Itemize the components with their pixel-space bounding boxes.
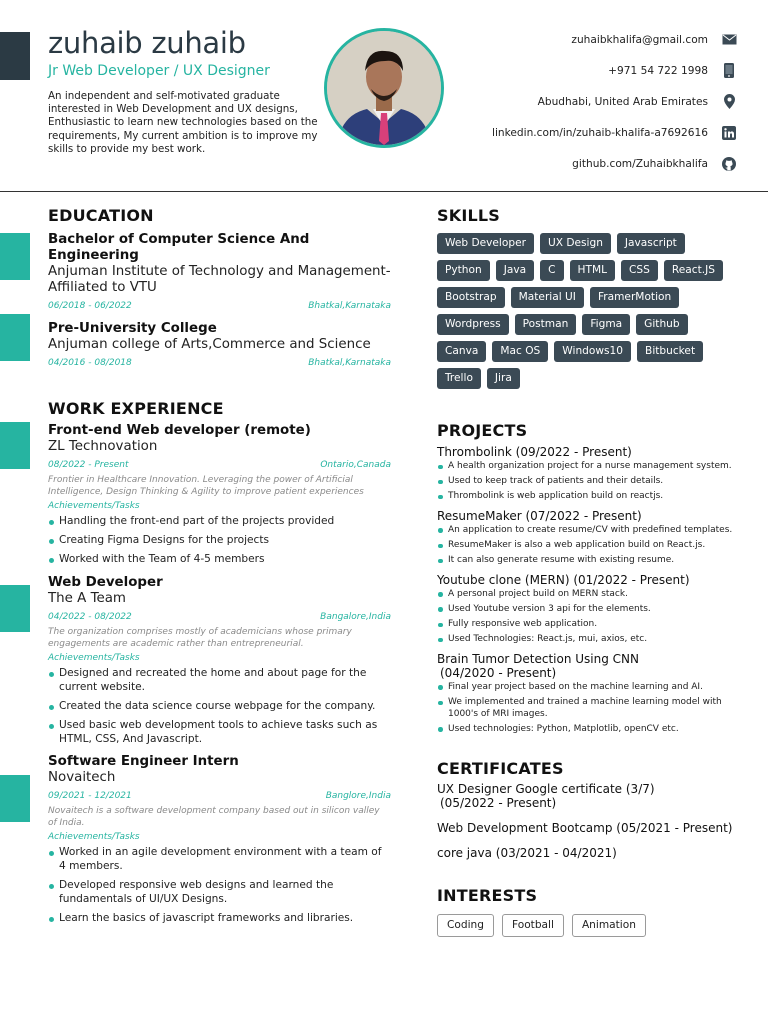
phone-icon	[720, 62, 738, 80]
contact-linkedin-text[interactable]: linkedin.com/in/zuhaib-khalifa-a7692616	[492, 126, 708, 139]
project-title: ResumeMaker (07/2022 - Present)	[437, 508, 642, 523]
contact-linkedin[interactable]	[418, 117, 738, 148]
project-title: Youtube clone (MERN) (01/2022 - Present)	[437, 572, 690, 587]
work-accent-bar-3	[0, 775, 30, 822]
work-heading: WORK EXPERIENCE	[48, 399, 224, 418]
work-company: Novaitech	[48, 770, 116, 786]
work-task: Created the data science course webpage for the company.	[48, 700, 391, 714]
project-points	[437, 525, 737, 567]
work-task-list	[48, 515, 391, 567]
interest-tag: Coding	[437, 914, 494, 937]
work-role: Software Engineer Intern	[48, 754, 239, 770]
education-school: Anjuman college of Arts,Commerce and Science	[48, 337, 371, 352]
work-meta	[48, 612, 391, 622]
work-accent-bar-1	[0, 422, 30, 469]
skill-tag: Material UI	[511, 287, 584, 308]
project-title: Thrombolink (09/2022 - Present)	[437, 445, 632, 459]
work-task: Designed and recreated the home and about page for the current website.	[48, 667, 391, 694]
work-company: ZL Technovation	[48, 439, 158, 454]
contact-github-text[interactable]: github.com/Zuhaibkhalifa	[572, 157, 708, 170]
skill-tag: Jira	[487, 368, 520, 389]
skill-tag: Python	[437, 260, 490, 281]
work-accent-bar-2	[0, 585, 30, 632]
contact-phone-text[interactable]: +971 54 722 1998	[608, 64, 708, 77]
education-heading: EDUCATION	[48, 206, 154, 225]
resume-name: zuhaib zuhaib	[48, 26, 246, 60]
project-point: Used technologies: Python, Matplotlib, openCV etc.	[437, 724, 737, 736]
project-entry	[437, 445, 737, 503]
resume-summary: An independent and self-motivated graduate interested in Web Development and UX designs, Enthusiastic to learn new technologies based on the requirements, My current ambition is to improve my skills to provide my best work.	[48, 90, 318, 155]
project-point: A health organization project for a nurse management system.	[437, 461, 737, 473]
work-achievements-label: Achievements/Tasks	[48, 652, 140, 663]
work-meta	[48, 791, 391, 801]
linkedin-icon	[720, 124, 738, 142]
project-points	[437, 461, 737, 503]
project-dates: (04/2020 - Present)	[440, 665, 557, 680]
mail-icon	[720, 31, 738, 49]
education-meta	[48, 301, 391, 311]
project-point: Fully responsive web application.	[437, 619, 737, 631]
project-entry	[437, 573, 737, 646]
project-points	[437, 589, 737, 646]
work-description: Frontier in Healthcare Innovation. Leveraging the power of Artificial Intelligence, Design Thinking & Agility to improve patient experiences	[48, 475, 364, 497]
skill-tag: Canva	[437, 341, 486, 362]
project-point: It can also generate resume with existing resume.	[437, 555, 737, 567]
work-role: Front-end Web developer (remote)	[48, 423, 311, 438]
work-achievements-label: Achievements/Tasks	[48, 832, 140, 843]
project-title: Brain Tumor Detection Using CNN	[437, 651, 640, 666]
work-entry	[48, 753, 391, 925]
contact-location-text[interactable]: Abudhabi, United Arab Emirates	[537, 95, 708, 108]
work-company: The A Team	[48, 590, 126, 606]
github-icon	[720, 155, 738, 173]
interests-tag-list	[437, 914, 737, 937]
header-divider	[0, 191, 768, 192]
skill-tag: React.JS	[664, 260, 723, 281]
project-point: Used Youtube version 3 api for the elements.	[437, 604, 737, 616]
education-place: Bhatkal,Karnataka	[308, 358, 391, 368]
project-entry	[437, 509, 737, 567]
skill-tag: Mac OS	[492, 341, 548, 362]
right-column	[437, 206, 737, 937]
work-achievements-label: Achievements/Tasks	[48, 501, 140, 511]
skill-tag: CSS	[621, 260, 658, 281]
contact-email-text[interactable]: zuhaibkhalifa@gmail.com	[571, 33, 708, 46]
work-description: The organization comprises mostly of academicians whose primary engagements are academic rather than entrepreneurial.	[48, 626, 352, 649]
education-entry	[48, 321, 391, 368]
project-points	[437, 682, 737, 735]
header-accent-bar	[0, 32, 30, 80]
project-point: A personal project build on MERN stack.	[437, 589, 737, 601]
edu-accent-bar-2	[0, 314, 30, 361]
location-pin-icon	[720, 93, 738, 111]
work-entry	[48, 422, 391, 567]
project-point: We implemented and trained a machine learning model with 1000's of MRI images.	[437, 697, 737, 720]
contact-github[interactable]	[418, 148, 738, 179]
skill-tag: Bootstrap	[437, 287, 505, 308]
work-task: Creating Figma Designs for the projects	[48, 534, 391, 548]
work-role: Web Developer	[48, 574, 163, 590]
project-point: An application to create resume/CV with predefined templates.	[437, 525, 737, 537]
skill-tag: Github	[636, 314, 687, 335]
project-point: ResumeMaker is also a web application build on React.js.	[437, 540, 737, 552]
education-meta	[48, 358, 391, 368]
skill-tag: C	[540, 260, 563, 281]
work-place: Bangalore,India	[320, 611, 391, 622]
interest-tag: Football	[502, 914, 564, 937]
skill-tag: UX Design	[540, 233, 611, 254]
work-task-list	[48, 846, 391, 925]
interest-tag: Animation	[572, 914, 646, 937]
project-point: Final year project based on the machine learning and AI.	[437, 682, 737, 694]
contact-email[interactable]	[418, 24, 738, 55]
certificate-entry	[437, 782, 737, 810]
education-degree: Pre-University College	[48, 321, 217, 336]
project-point: Used to keep track of patients and their details.	[437, 476, 737, 488]
skill-tag: Javascript	[617, 233, 685, 254]
work-dates: 08/2022 - Present	[48, 460, 129, 470]
interests-heading: INTERESTS	[437, 886, 538, 906]
education-degree: Bachelor of Computer Science And Engineering	[48, 232, 310, 263]
work-place: Ontario,Canada	[320, 460, 391, 470]
work-task: Learn the basics of javascript frameworks and libraries.	[48, 912, 391, 926]
contact-phone[interactable]	[418, 55, 738, 86]
work-task: Used basic web development tools to achieve tasks such as HTML, CSS, And Javascript.	[48, 719, 391, 746]
skill-tag: Figma	[582, 314, 630, 335]
skill-tag: Windows10	[554, 341, 631, 362]
edu-accent-bar-1	[0, 233, 30, 280]
work-dates: 09/2021 - 12/2021	[48, 791, 132, 802]
work-meta	[48, 460, 391, 470]
certificate-title: UX Designer Google certificate (3/7)	[437, 782, 655, 797]
work-task: Worked in an agile development environment with a team of 4 members.	[48, 846, 391, 873]
skill-tag: Postman	[515, 314, 577, 335]
work-task-list	[48, 667, 391, 746]
skill-tag: Java	[496, 260, 534, 281]
contact-list	[418, 24, 738, 179]
education-entry	[48, 232, 391, 311]
contact-location[interactable]	[418, 86, 738, 117]
work-entry	[48, 574, 391, 746]
certificate-dates: (05/2022 - Present)	[440, 796, 557, 811]
certificate-title: Web Development Bootcamp (05/2021 - Present)	[437, 821, 733, 836]
certificate-title: core java (03/2021 - 04/2021)	[437, 846, 617, 861]
project-point: Used Technologies: React.js, mui, axios, etc.	[437, 634, 737, 646]
skill-tag: Trello	[437, 368, 481, 389]
certificates-heading: CERTIFICATES	[437, 759, 564, 779]
skills-heading: SKILLS	[437, 206, 500, 225]
skill-tag: Bitbucket	[637, 341, 703, 362]
education-dates: 04/2016 - 08/2018	[48, 358, 132, 368]
work-task: Handling the front-end part of the projects provided	[48, 515, 391, 529]
work-task: Developed responsive web designs and learned the fundamentals of UI/UX Designs.	[48, 879, 391, 906]
work-description: Novaitech is a software development company based out in silicon valley of India.	[48, 806, 380, 829]
education-dates: 06/2018 - 06/2022	[48, 301, 132, 311]
skill-tag: Wordpress	[437, 314, 509, 335]
projects-heading: PROJECTS	[437, 421, 528, 440]
skill-tag: HTML	[570, 260, 615, 281]
left-column	[48, 206, 391, 931]
skill-tag: FramerMotion	[590, 287, 679, 308]
skill-tag: Web Developer	[437, 233, 534, 254]
education-school: Anjuman Institute of Technology and Management-Affiliated to VTU	[48, 264, 391, 295]
project-entry	[437, 652, 737, 735]
skills-tag-list	[437, 233, 737, 389]
resume-job-title: Jr Web Developer / UX Designer	[48, 63, 270, 79]
project-point: Thrombolink is web application build on reactjs.	[437, 491, 737, 503]
work-dates: 04/2022 - 08/2022	[48, 611, 132, 622]
education-place: Bhatkal,Karnataka	[308, 301, 391, 311]
work-place: Banglore,India	[325, 791, 391, 802]
work-task: Worked with the Team of 4-5 members	[48, 553, 391, 567]
